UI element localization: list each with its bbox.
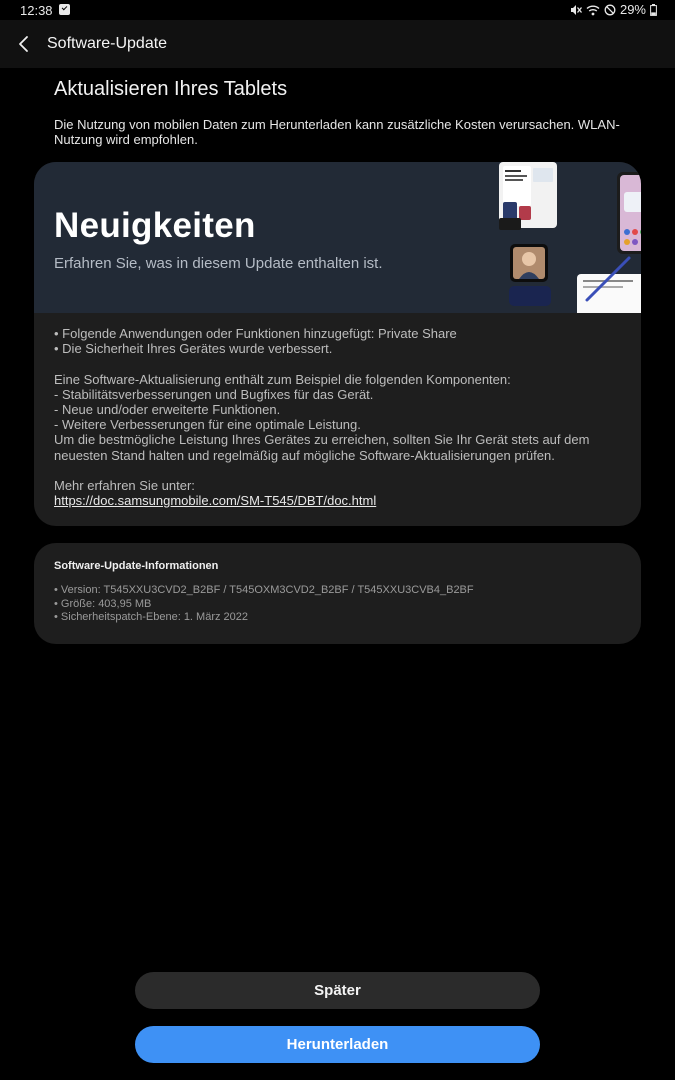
wifi-icon bbox=[586, 4, 600, 16]
later-button[interactable]: Später bbox=[135, 972, 540, 1009]
info-list bbox=[54, 584, 474, 625]
battery-percent: 29% bbox=[619, 2, 646, 17]
news-subtitle: Erfahren Sie, was in diesem Update enthalten ist. bbox=[54, 255, 383, 272]
status-time: 12:38 bbox=[20, 3, 53, 18]
do-not-disturb-icon bbox=[604, 4, 616, 16]
info-title: Software-Update-Informationen bbox=[54, 560, 219, 572]
devices-illustration bbox=[469, 162, 641, 313]
app-bar bbox=[0, 20, 675, 68]
doc-link[interactable]: https://doc.samsungmobile.com/SM-T545/DBT/doc.html bbox=[54, 493, 377, 508]
page-title: Aktualisieren Ihres Tablets bbox=[54, 78, 288, 100]
news-banner bbox=[34, 162, 641, 313]
news-title: Neuigkeiten bbox=[54, 206, 256, 245]
download-button[interactable]: Herunterladen bbox=[135, 1026, 540, 1063]
update-info-card bbox=[34, 543, 641, 644]
status-icons bbox=[570, 2, 657, 17]
info-size: • Größe: 403,95 MB bbox=[54, 597, 152, 610]
battery-icon bbox=[650, 4, 657, 16]
page-description: Die Nutzung von mobilen Daten zum Herunterladen kann zusätzliche Kosten verursachen. WLAN-Nutzung wird empfohlen. bbox=[54, 117, 620, 147]
mute-icon bbox=[570, 4, 582, 16]
back-button[interactable] bbox=[12, 32, 36, 56]
back-arrow-icon bbox=[18, 35, 30, 53]
app-title: Software-Update bbox=[47, 35, 168, 52]
news-card bbox=[34, 162, 641, 526]
info-version: • Version: T545XXU3CVD2_B2BF / T545OXM3CVD2_B2BF / T545XXU3CVB4_B2BF bbox=[54, 584, 474, 596]
status-bar bbox=[0, 0, 675, 20]
info-security-patch: • Sicherheitspatch-Ebene: 1. März 2022 bbox=[54, 611, 249, 623]
message-icon bbox=[59, 4, 70, 15]
news-body: • Folgende Anwendungen oder Funktionen hinzugefügt: Private Share • Die Sicherheit Ihres Gerätes wurde verbessert. Eine Software-Aktualisierung enthält zum Beispiel die folgenden Komponenten: - Stabilitätsverbesserungen und Bugfixes für das Gerät. - Neue und/oder erweiterte Funktionen. - Weitere Verbesserungen für eine optimale Leistung. Um die bestmögliche Leistung Ihres Gerätes zu erreichen, sollten Sie Ihr Gerät stets auf dem neuesten Stand halten und regelmäßig auf mögliche Software-Aktualisierungen prüfen. Mehr erfahren Sie unter: bbox=[54, 326, 590, 494]
